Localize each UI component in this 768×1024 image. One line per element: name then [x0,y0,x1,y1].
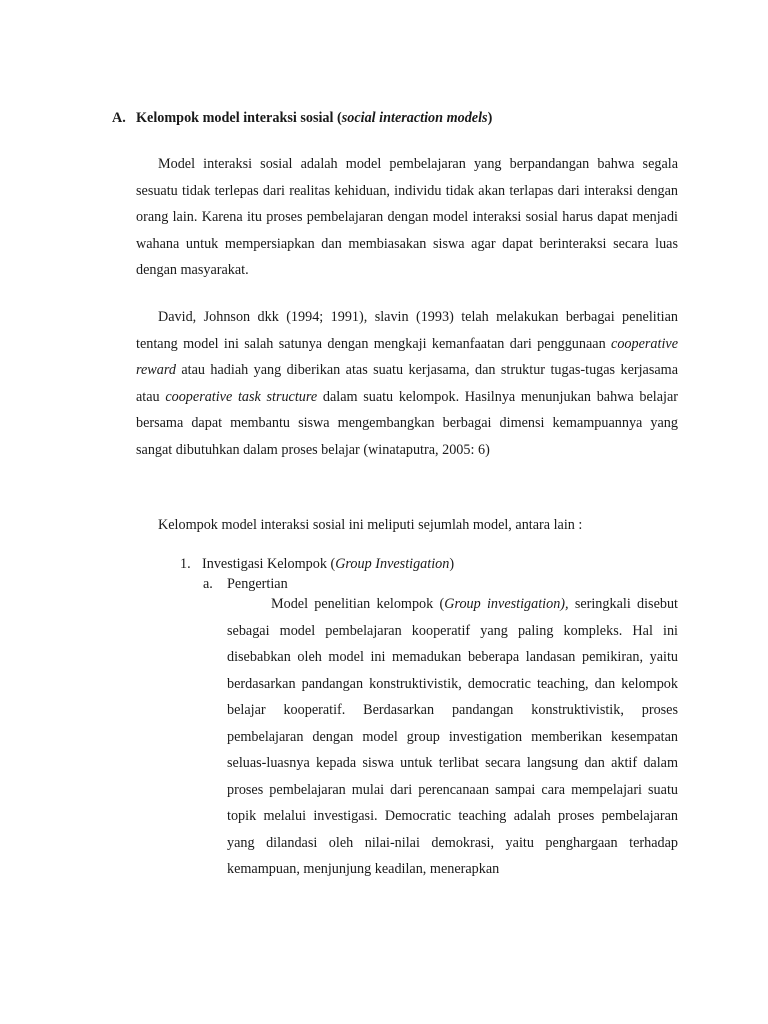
term-cooperative-task-structure: cooperative task structure [165,388,318,405]
list-item-number: 1. [180,556,191,572]
section-heading [112,110,492,127]
paragraph-research-part1: David, Johnson dkk (1994; 1991), slavin (1993) telah melakukan berbagai penelitian tentang model ini salah satunya dengan mengkaji kemanfaatan dari penggunaan [136,309,678,352]
paragraph-definition-text: Model interaksi sosial adalah model pembelajaran yang berpandangan bahwa segala sesuatu tidak terlepas dari realitas kehiduan, individu tidak akan terlapas dari interaksi dengan orang lain. Karena itu proses pembelajaran dengan model interaksi sosial harus dapat menjadi wahana untuk mempersiapkan dan membiasakan siswa agar dapat berinteraksi secara luas dengan masyarakat. [136,156,678,278]
paragraph-gi-part2: seringkali disebut sebagai model pembelajaran kooperatif yang paling kompleks. Hal ini disebabkan oleh model ini memadukan beberapa landasan pemikiran, yaitu berdasarkan pandangan konstruktivistik, democratic teaching, dan kelompok belajar kooperatif. Berdasarkan pandangan konstruktivistik, proses pembelajaran dengan model group investigation memberikan kesempatan seluas-luasnya kepada siswa untuk terlibat secara langsung dan aktif dalam proses pembelajaran mulai dari perencanaan sampai cara mempelajari suatu topik melalui investigasi. Democratic teaching adalah proses pembelajaran yang dilandasi oleh nilai-nilai demokrasi, yaitu penghargaan terhadap kemampuan, menjunjung keadilan, menerapkan [227,596,678,877]
sub-item-letter: a. [203,576,213,592]
paragraph-definition [136,151,678,284]
term-cooperative-reward: cooperative reward [136,335,678,378]
list-item-title: Investigasi Kelompok ( [202,556,336,572]
list-item-title-close: ) [449,556,455,572]
list-item-title-italic: Group Investigation [335,556,450,572]
paragraph-research-part2: atau hadiah yang diberikan atas suatu kerjasama, dan struktur tugas-tugas kerjasama atau [136,362,678,405]
section-number: A. [112,110,126,126]
paragraph-gi-part1: Model penelitian kelompok ( [271,596,445,612]
section-title: Kelompok model interaksi sosial ( [136,110,342,126]
list-item-group-investigation [180,556,454,573]
term-group-investigation: Group investigation), [444,596,569,612]
paragraph-research-part3: dalam suatu kelompok. Hasilnya menunjukan bahwa belajar bersama dapat membantu siswa mengembangkan berbagai dimensi kemampuannya yang sangat dibutuhkan dalam proses belajar (winataputra, 2005: 6) [136,388,678,458]
sub-item-title: Pengertian [227,576,288,592]
paragraph-models-intro-text: Kelompok model interaksi sosial ini meliputi sejumlah model, antara lain : [158,517,583,533]
section-title-close: ) [487,110,493,126]
section-title-italic: social interaction models [341,110,488,126]
paragraph-group-investigation [227,591,678,883]
paragraph-models-intro [136,512,678,539]
paragraph-research [136,304,678,463]
